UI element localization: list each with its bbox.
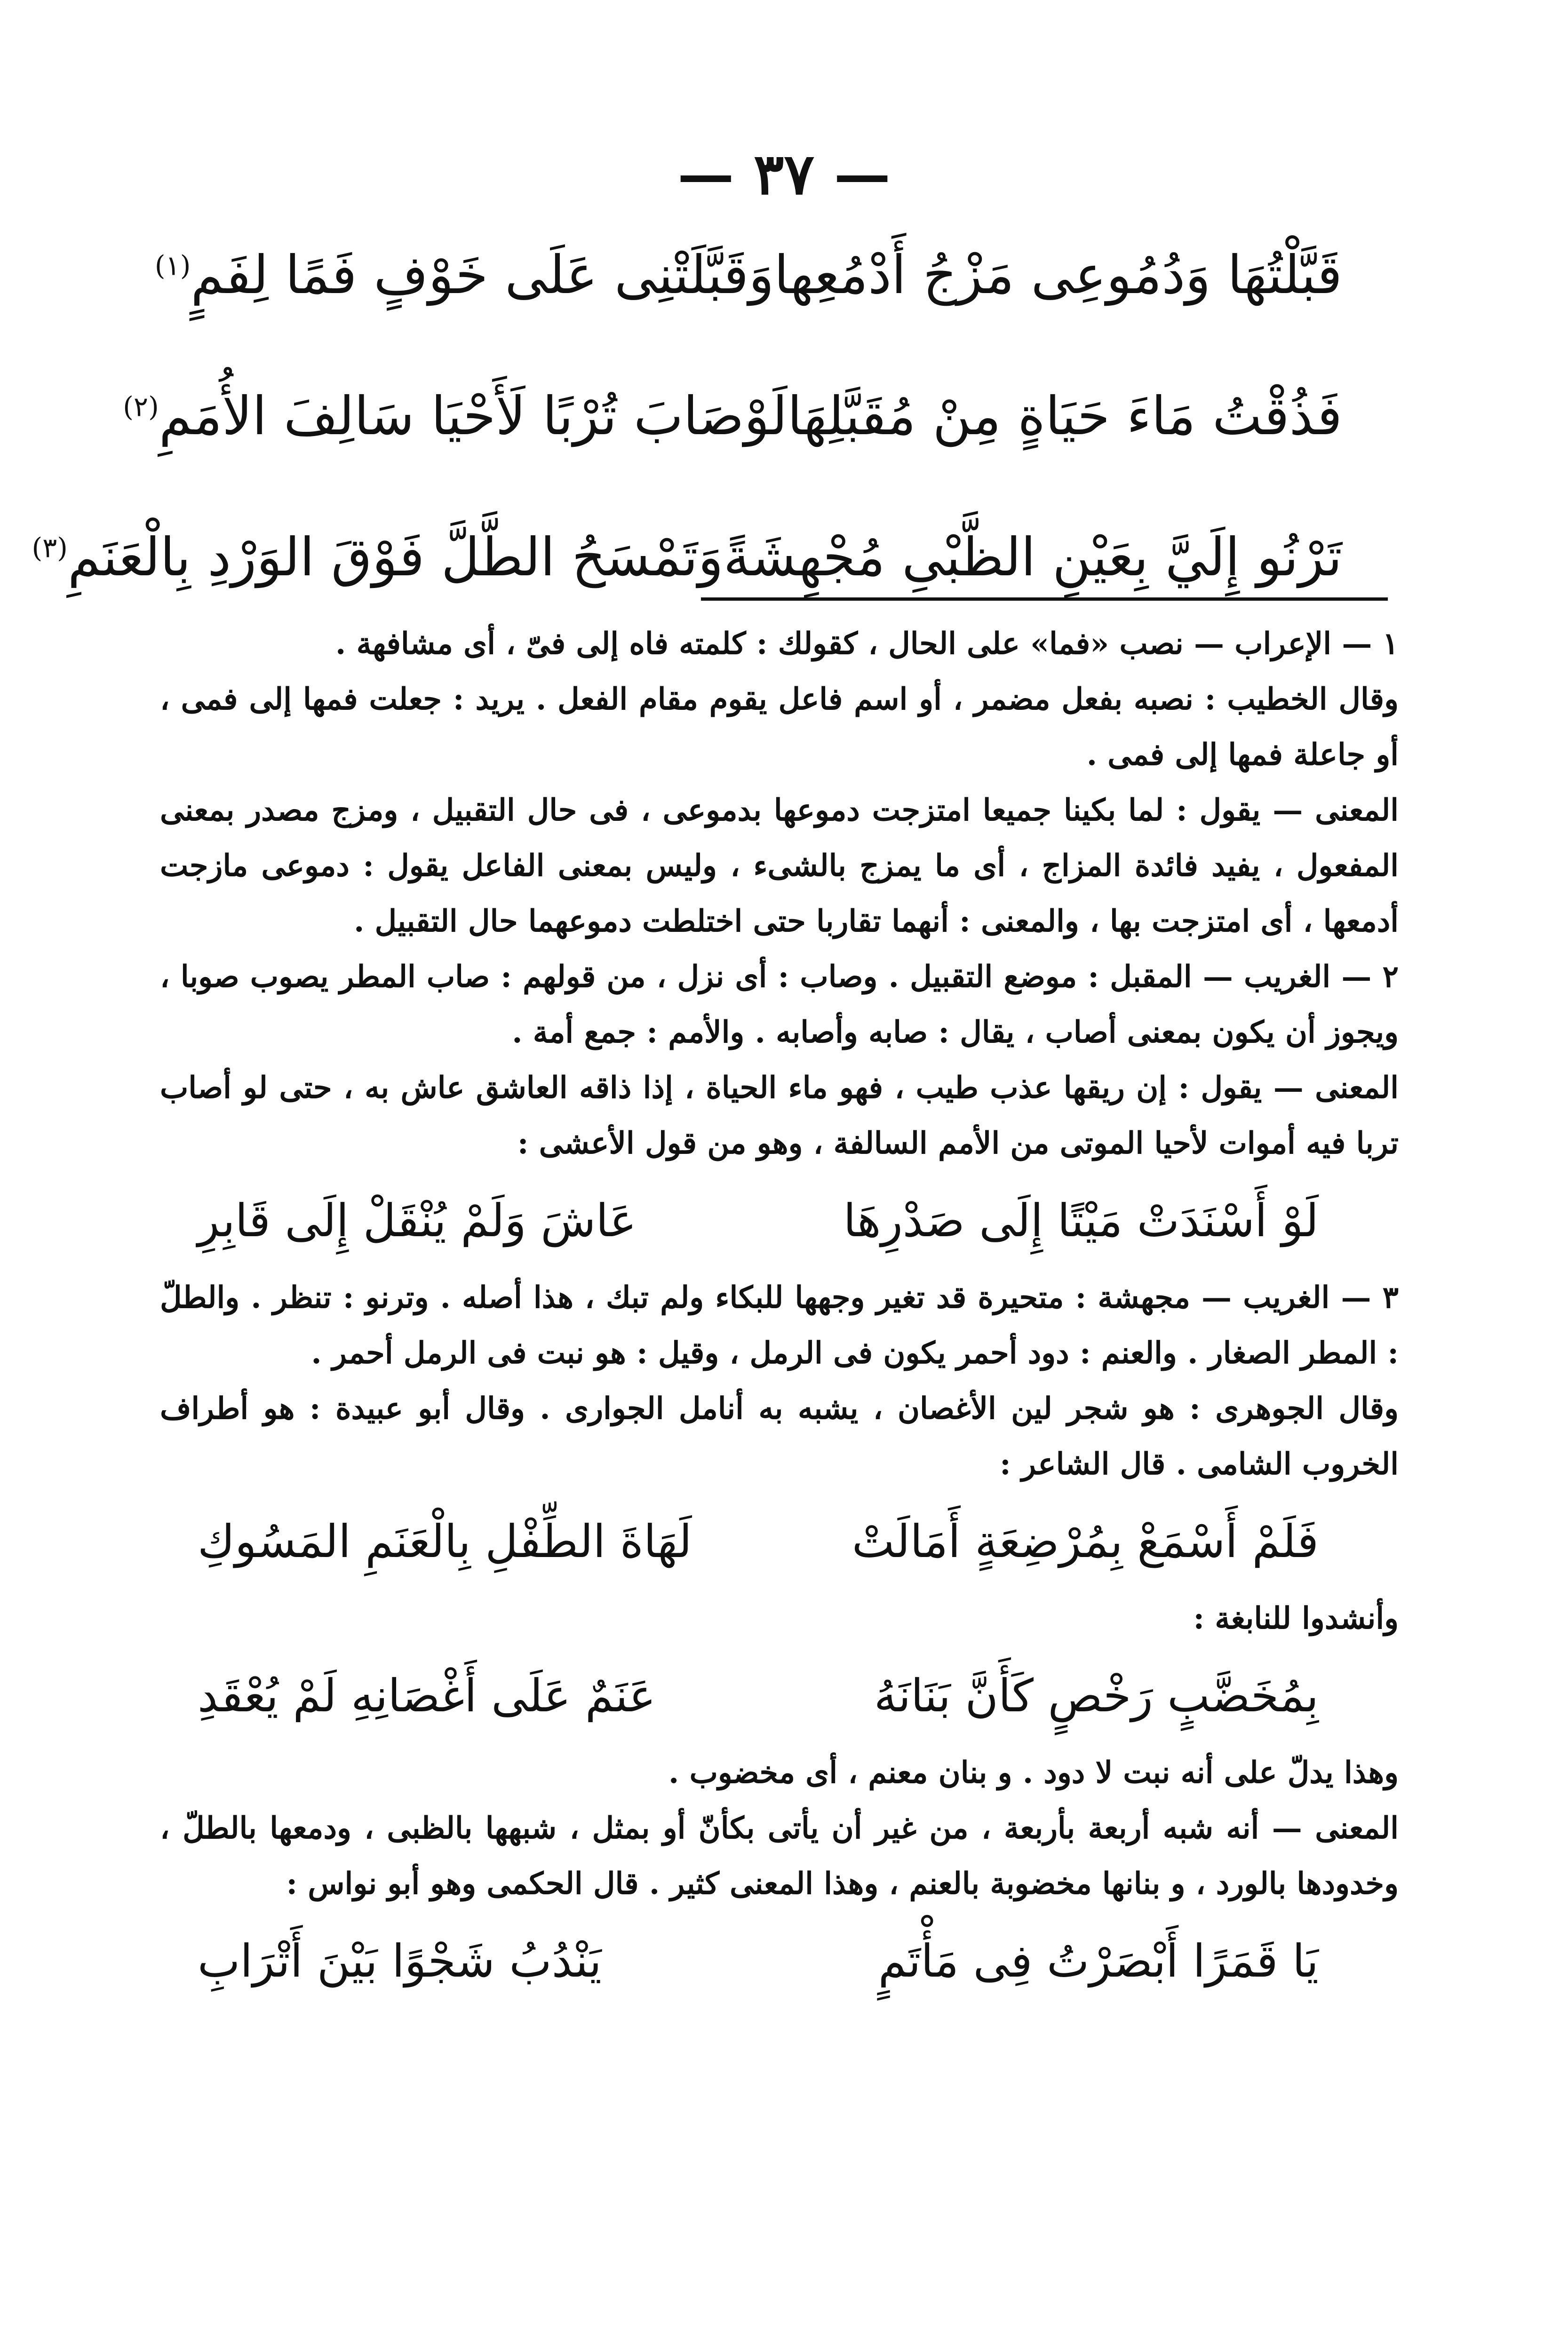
verse-second-text: لَوْصَابَ تُرْبًا لَأَحْيَا سَالِفَ الأُمَمِ	[159, 386, 788, 447]
note-paragraph: المعنى — أنه شبه أربعة بأربعة ، من غير أن يأتى بكأنّ أو بمثل ، شبهها بالظبى ، ودمعها بالطلّ ، وخدودها بالورد ، و بنانها مخضوبة بالعنم ، وهذا المعنى كثير . قال الحكمى وهو أبو نواس :	[160, 1811, 1399, 1901]
note-paragraph: ٣ — الغريب — مجهشة : متحيرة قد تغير وجهها للبكاء ولم تبك ، هذا أصله . وترنو : تنظر . والطلّ : المطر الصغار . والعنم : دود أحمر يكون فى الرمل ، وقيل : هو نبت فى الرمل أحمر .	[160, 1280, 1399, 1371]
verse-1	[154, 245, 1342, 386]
verse-2	[123, 386, 1342, 527]
note-paragraph: ١ — الإعراب — نصب «فما» على الحال ، كقولك : كلمته فاه إلى فىّ ، أى مشافهة .	[335, 626, 1399, 661]
verse-second-text: وَقَبَّلَتْنِى عَلَى خَوْفٍ فَمًا لِفَمٍ	[191, 245, 774, 306]
quoted-verse-second: عَاشَ وَلَمْ يُنْقَلْ إِلَى قَابِرِ	[198, 1194, 637, 1247]
note-paragraph: وقال الخطيب : نصبه بفعل مضمر ، أو اسم فاعل يقوم مقام الفعل . يريد : جعلت فمها إلى فمى ، أو جاعلة فمها إلى فمى .	[160, 682, 1399, 772]
quoted-verse-second: يَنْدُبُ شَجْوًا بَيْنَ أَتْرَابِ	[198, 1935, 602, 1987]
footnote-marker: (٢)	[123, 390, 159, 423]
verse-second-hemistich	[155, 245, 774, 306]
note-paragraph: ٢ — الغريب — المقبل : موضع التقبيل . وصاب : أى نزل ، من قولهم : صاب المطر يصوب صوبا ، ويجوز أن يكون بمعنى أصاب ، يقال : صابه وأصابه . والأمم : جمع أمة .	[160, 959, 1399, 1050]
quoted-verse-first: يَا قَمَرًا أَبْصَرْتُ فِى مَأْتَمٍ	[878, 1935, 1319, 1987]
quoted-verse	[160, 1492, 1399, 1591]
note-paragraph: وأنشدوا للنابغة :	[1193, 1601, 1399, 1636]
footnote-marker: (١)	[154, 249, 191, 282]
verse-second-text: وَتَمْسَحُ الطَّلَّ فَوْقَ الوَرْدِ بِالْعَنَمِ	[67, 527, 724, 588]
verse-second-hemistich	[123, 386, 787, 447]
commentary	[160, 616, 1399, 2010]
note-paragraph: وقال الجوهرى : هو شجر لين الأغصان ، يشبه به أنامل الجوارى . وقال أبو عبيدة : هو أطراف الخروب الشامى . قال الشاعر :	[160, 1391, 1399, 1482]
quoted-verse	[160, 1912, 1399, 2010]
verse-first-hemistich: قَبَّلْتُهَا وَدُمُوعِى مَزْجُ أَدْمُعِها	[774, 245, 1342, 306]
page-number: — ٣٧ —	[677, 141, 891, 207]
quoted-verse-first: بِمُخَضَّبٍ رَخْصٍ كَأَنَّ بَنَانَهُ	[874, 1669, 1319, 1722]
verse-second-hemistich	[32, 527, 723, 588]
quoted-verse-second: لَهَاةَ الطِّفْلِ بِالْعَنَمِ المَسُوكِ	[198, 1515, 692, 1568]
note-paragraph: المعنى — يقول : لما بكينا جميعا امتزجت دموعها بدموعى ، فى حال التقبيل ، ومزج مصدر بمعنى المفعول ، يفيد فائدة المزاج ، أى ما يمزج بالشىء ، وليس بمعنى الفاعل يقول : دموعى مازجت أدمعها ، أى امتزجت بها ، والمعنى : أنهما تقاربا حتى اختلطت دموعهما حال التقبيل .	[160, 793, 1399, 939]
quoted-verse	[160, 1171, 1399, 1270]
quoted-verse-second: عَنَمٌ عَلَى أَغْصَانِهِ لَمْ يُعْقَدِ	[198, 1669, 656, 1722]
quoted-verse-first: فَلَمْ أَسْمَعْ بِمُرْضِعَةٍ أَمَالَتْ	[852, 1515, 1319, 1568]
footnote-marker: (٣)	[32, 532, 68, 564]
quoted-verse	[160, 1646, 1399, 1745]
main-verses	[32, 245, 1342, 668]
quoted-verse-first: لَوْ أَسْنَدَتْ مَيْتًا إِلَى صَدْرِهَا	[843, 1194, 1319, 1247]
note-paragraph: وهذا يدلّ على أنه نبت لا دود . و بنان معنم ، أى مخضوب .	[669, 1755, 1399, 1790]
verse-first-hemistich: فَذُقْتُ مَاءَ حَيَاةٍ مِنْ مُقَبَّلِهَا	[787, 386, 1342, 447]
note-paragraph: المعنى — يقول : إن ريقها عذب طيب ، فهو ماء الحياة ، إذا ذاقه العاشق عاش به ، حتى لو أصاب تربا فيه أموات لأحيا الموتى من الأمم السالفة ، وهو من قول الأعشى :	[160, 1070, 1399, 1161]
separator-line	[701, 597, 1388, 601]
verse-first-hemistich: تَرْنُو إِلَيَّ بِعَيْنِ الظَّبْىِ مُجْهِشَةً	[723, 527, 1342, 588]
